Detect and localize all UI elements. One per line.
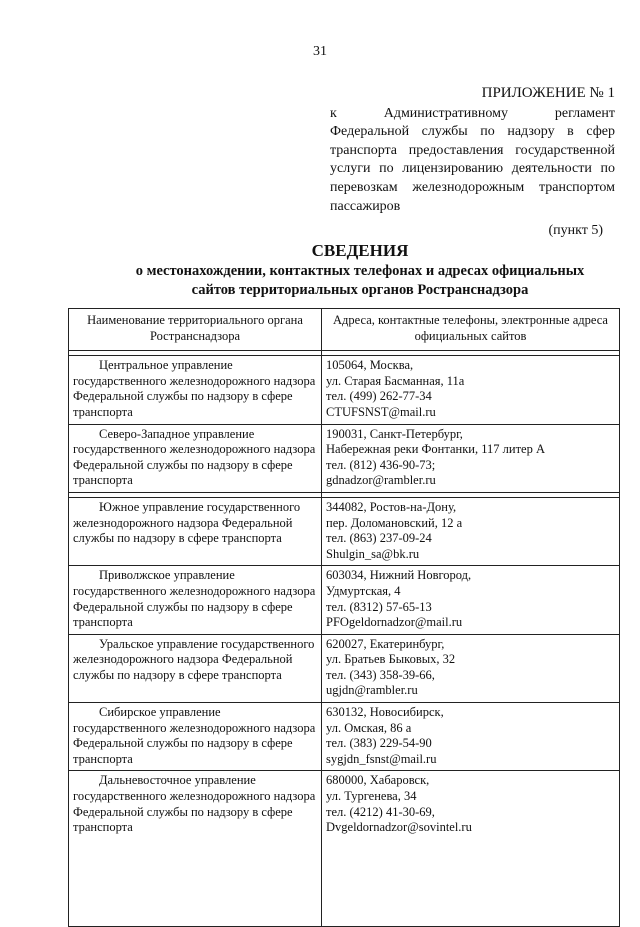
appendix-line: услуги по лицензированию деятельности по: [330, 161, 615, 177]
email-line: sygjdn_fsnst@mail.ru: [326, 751, 437, 766]
street-line: Набережная реки Фонтанки, 117 литер А: [326, 442, 545, 457]
phone-line: тел. (812) 436-90-73;: [326, 457, 436, 472]
street-line: пер. Доломановский, 12 а: [326, 515, 463, 530]
email-line: ugjdn@rambler.ru: [326, 683, 418, 698]
email-line: CTUFSNST@mail.ru: [326, 404, 436, 419]
appendix-line: Федеральной службы по надзору в сфер: [330, 124, 615, 140]
regions-table: [68, 308, 620, 927]
org-contacts: [322, 771, 620, 927]
email-line: PFOgeldornadzor@mail.ru: [326, 615, 463, 630]
address-line: 680000, Хабаровск,: [326, 773, 430, 788]
street-line: ул. Омская, 86 а: [326, 720, 412, 735]
email-line: Dvgeldornadzor@sovintel.ru: [326, 820, 472, 835]
appendix-title: ПРИЛОЖЕНИЕ № 1: [481, 85, 615, 101]
address-line: 105064, Москва,: [326, 358, 414, 373]
address-line: 344082, Ростов-на-Дону,: [326, 499, 457, 514]
header-contacts: Адреса, контактные телефоны, электронные адреса официальных сайтов: [322, 309, 620, 351]
page-number: 31: [313, 44, 327, 59]
appendix-punkt: (пункт 5): [548, 223, 603, 239]
phone-line: тел. (343) 358-39-66,: [326, 667, 435, 682]
appendix-line: перевозкам железнодорожным транспортом: [330, 179, 615, 195]
phone-line: тел. (4212) 41-30-69,: [326, 804, 435, 819]
table-row: [69, 703, 620, 771]
table-row: [69, 424, 620, 492]
phone-line: тел. (499) 262-77-34: [326, 389, 432, 404]
heading-subtitle-line: о местонахождении, контактных телефонах и адресах официальных: [135, 263, 585, 279]
org-contacts: [322, 356, 620, 424]
email-line: gdnadzor@rambler.ru: [326, 473, 436, 488]
address-line: 603034, Нижний Новгород,: [326, 568, 472, 583]
street-line: ул. Старая Басманная, 11а: [326, 373, 465, 388]
org-name: Южное управление государственного железнодорожного надзора Федеральной службы по надзору в сфере транспорта: [69, 497, 322, 565]
org-contacts: [322, 634, 620, 702]
street-line: ул. Братьев Быковых, 32: [326, 652, 456, 667]
appendix-line: пассажиров: [330, 198, 401, 214]
table-row: [69, 566, 620, 634]
document-heading: [60, 240, 640, 300]
org-contacts: [322, 424, 620, 492]
address-line: 630132, Новосибирск,: [326, 705, 444, 720]
appendix-line: к Административному регламент: [330, 105, 615, 121]
email-line: Shulgin_sa@bk.ru: [326, 546, 420, 561]
address-line: 620027, Екатеринбург,: [326, 636, 445, 651]
appendix-block: [330, 84, 615, 241]
org-name: Сибирское управление государственного железнодорожного надзора Федеральной службы по надзору в сфере транспорта: [69, 703, 322, 771]
table-row: [69, 356, 620, 424]
address-line: 190031, Санкт-Петербург,: [326, 426, 463, 441]
org-contacts: [322, 703, 620, 771]
heading-title: СВЕДЕНИЯ: [311, 241, 409, 260]
phone-line: тел. (863) 237-09-24: [326, 531, 432, 546]
org-name: Северо-Западное управление государственного железнодорожного надзора Федеральной службы по надзору в сфере транспорта: [69, 424, 322, 492]
table-row: [69, 497, 620, 565]
org-name: Центральное управление государственного железнодорожного надзора Федеральной службы по надзору в сфере транспорта: [69, 356, 322, 424]
header-org: Наименование территориального органа Ространснадзора: [69, 309, 322, 351]
phone-line: тел. (8312) 57-65-13: [326, 599, 432, 614]
table-row: [69, 771, 620, 927]
appendix-line: транспорта предоставления государственной: [330, 142, 615, 158]
heading-subtitle-line: сайтов территориальных органов Ространснадзора: [191, 282, 529, 298]
org-name: Приволжское управление государственного железнодорожного надзора Федеральной службы по надзору в сфере транспорта: [69, 566, 322, 634]
phone-line: тел. (383) 229-54-90: [326, 736, 432, 751]
table-body: [69, 351, 620, 927]
table-row: [69, 634, 620, 702]
org-name: Уральское управление государственного железнодорожного надзора Федеральной службы по надзору в сфере транспорта: [69, 634, 322, 702]
street-line: Удмуртская, 4: [326, 583, 401, 598]
org-contacts: [322, 497, 620, 565]
table-header-row: [69, 309, 620, 351]
org-name: Дальневосточное управление государственного железнодорожного надзора Федеральной службы по надзору в сфере транспорта: [69, 771, 322, 927]
org-contacts: [322, 566, 620, 634]
street-line: ул. Тургенева, 34: [326, 789, 417, 804]
